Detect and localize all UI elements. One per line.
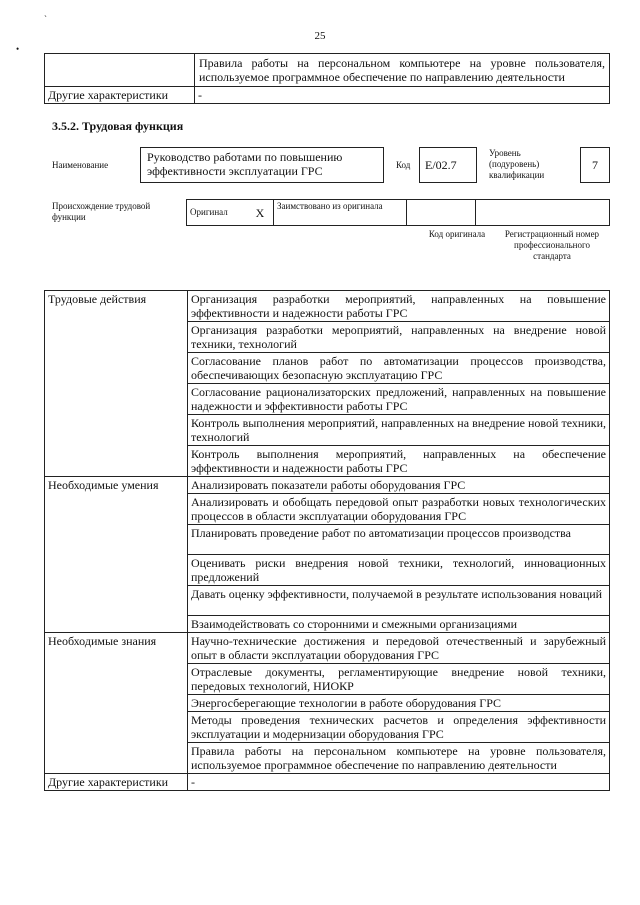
scan-mark: • xyxy=(16,44,20,54)
table-row: Организация разработки мероприятий, направленных на внедрение новой техники, технологий xyxy=(188,322,610,353)
top-table-label: Другие характеристики xyxy=(45,87,195,104)
section-label-skills: Необходимые умения xyxy=(45,477,188,633)
scan-mark: ` xyxy=(44,14,47,24)
other-label: Другие характеристики xyxy=(45,774,188,791)
table-row: Организация разработки мероприятий, направленных на повышение эффективности и надежности работы ГРС xyxy=(188,291,610,322)
level-label: Уровень (подуровень) квалификации xyxy=(489,148,545,180)
top-table-empty-cell xyxy=(45,54,195,87)
table-row: Контроль выполнения мероприятий, направленных на внедрение новой техники, технологий xyxy=(188,415,610,446)
origin-label: Происхождение трудовой функции xyxy=(52,201,151,222)
table-row: Оценивать риски внедрения новой техники, технологий, инновационных предложений xyxy=(188,555,610,586)
level-value: 7 xyxy=(580,147,610,183)
original-mark: X xyxy=(247,200,274,226)
table-row: Анализировать и обобщать передовой опыт разработки новых технологических процессов в области эксплуатации оборудования ГРС xyxy=(188,494,610,525)
table-row: Планировать проведение работ по автоматизации процессов производства xyxy=(188,525,610,555)
section-label-actions: Трудовые действия xyxy=(45,291,188,477)
top-table xyxy=(44,53,610,104)
table-row: Контроль выполнения мероприятий, направленных на обеспечение эффективности и надежности работы ГРС xyxy=(188,446,610,477)
origin-table xyxy=(186,199,610,226)
table-row: Согласование рационализаторских предложений, направленных на повышение надежности и эффективности работы ГРС xyxy=(188,384,610,415)
table-row: Взаимодействовать со сторонними и смежными организациями xyxy=(188,616,610,633)
code-label: Код xyxy=(396,160,411,170)
table-row: Давать оценку эффективности, получаемой в результате использования новаций xyxy=(188,586,610,616)
code-original-box xyxy=(407,200,476,226)
section-heading: 3.5.2. Трудовая функция xyxy=(52,119,184,133)
top-table-value: - xyxy=(195,87,610,104)
table-row: Правила работы на персональном компьютере на уровне пользователя, используемое программное обеспечение по направлению деятельности xyxy=(188,743,610,774)
table-row: Научно-технические достижения и передовой отечественный и зарубежный опыт в области эксплуатации оборудования ГРС xyxy=(188,633,610,664)
name-value: Руководство работами по повышению эффективности эксплуатации ГРС xyxy=(140,147,384,183)
reg-number-box xyxy=(476,200,610,226)
code-original-caption: Код оригинала xyxy=(428,229,486,239)
code-value: E/02.7 xyxy=(419,147,477,183)
table-row: Методы проведения технических расчетов и определения эффективности эксплуатации и модернизации оборудования ГРС xyxy=(188,712,610,743)
page-number: 25 xyxy=(314,30,326,42)
table-row: Отраслевые документы, регламентирующие внедрение новой техники, передовых технологий, НИОКР xyxy=(188,664,610,695)
reg-number-caption: Регистрационный номер профессионального стандарта xyxy=(504,229,600,261)
top-table-text: Правила работы на персональном компьютере на уровне пользователя, используемое программное обеспечение по направлению деятельности xyxy=(195,54,610,87)
other-value: - xyxy=(188,774,610,791)
table-row: Согласование планов работ по автоматизации процессов производства, обеспечивающих безопасную эксплуатацию ГРС xyxy=(188,353,610,384)
original-label: Оригинал xyxy=(187,200,248,226)
main-table xyxy=(44,290,610,791)
name-label: Наименование xyxy=(52,160,109,170)
table-row: Энергосберегающие технологии в работе оборудования ГРС xyxy=(188,695,610,712)
section-label-knowledge: Необходимые знания xyxy=(45,633,188,774)
borrowed-label: Заимствовано из оригинала xyxy=(274,200,407,226)
table-row: Анализировать показатели работы оборудования ГРС xyxy=(188,477,610,494)
